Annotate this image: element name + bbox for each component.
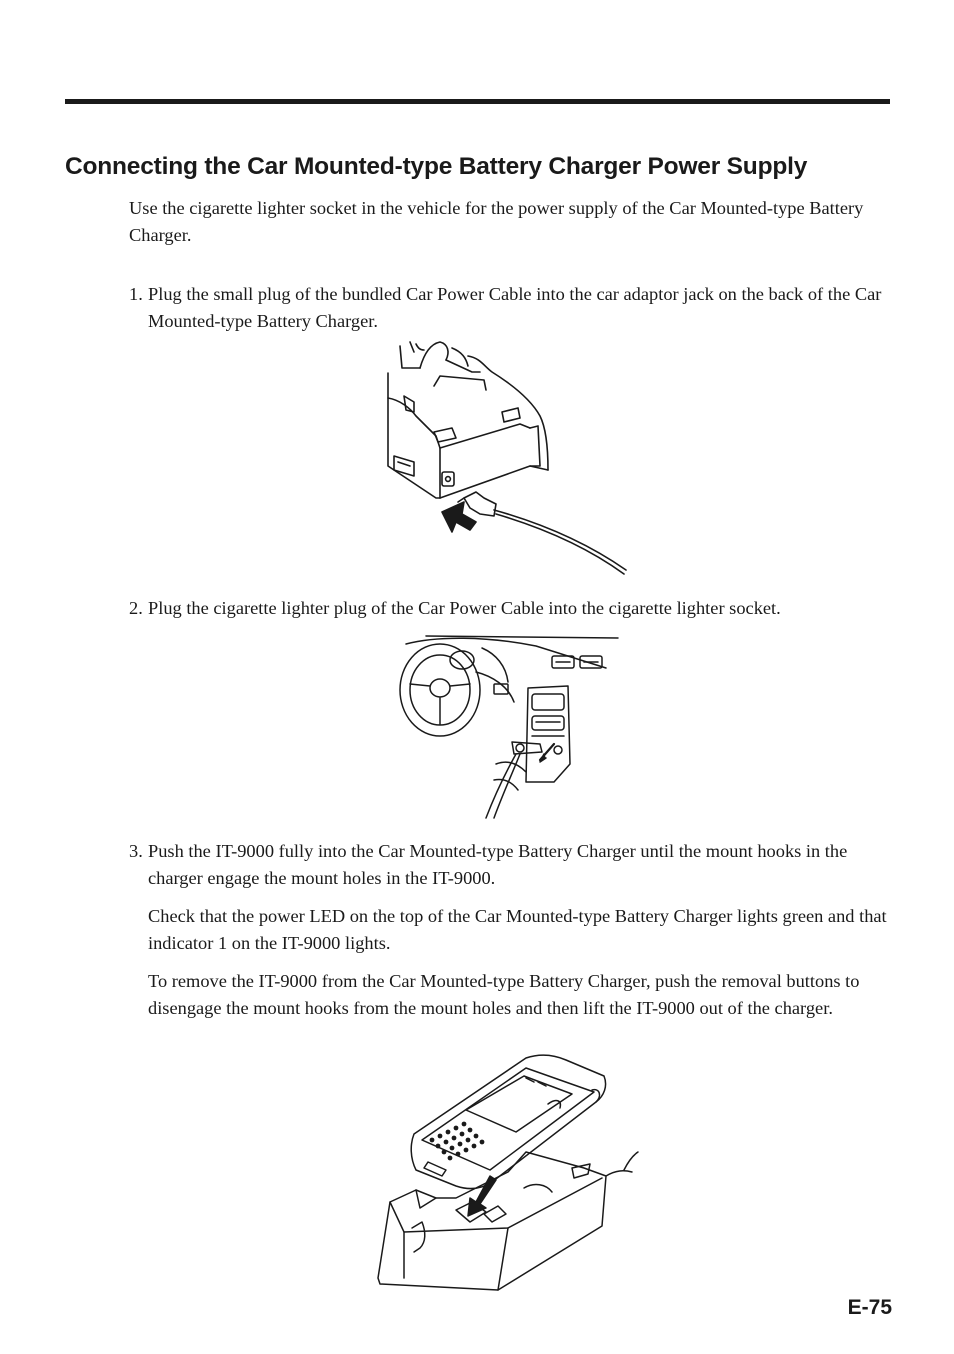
step-3 [129, 838, 891, 891]
step-3-note-led: Check that the power LED on the top of the Car Mounted-type Battery Charger lights green and that indicator 1 on the IT-9000 lights. [148, 906, 887, 953]
step-2 [129, 595, 891, 622]
step-3-number: 3. [129, 841, 143, 861]
it-9000-into-charger-illustration [376, 1052, 642, 1292]
charger-back-jack-illustration [380, 338, 635, 576]
step-1 [129, 281, 891, 334]
top-rule [65, 99, 890, 104]
step-3-text: Push the IT-9000 fully into the Car Mounted-type Battery Charger until the mount hooks in the charger engage the mount holes in the IT-9000. [148, 841, 848, 888]
step-2-text: Plug the cigarette lighter plug of the Car Power Cable into the cigarette lighter socket. [148, 598, 781, 618]
car-lighter-socket-illustration [396, 632, 622, 820]
step-3-note-remove: To remove the IT-9000 from the Car Mounted-type Battery Charger, push the removal buttons to disengage the mount hooks from the mount holes and then lift the IT-9000 out of the charger. [148, 971, 860, 1018]
intro-paragraph: Use the cigarette lighter socket in the vehicle for the power supply of the Car Mounted-type Battery Charger. [129, 198, 864, 245]
section-title: Connecting the Car Mounted-type Battery Charger Power Supply [65, 153, 808, 180]
step-1-text: Plug the small plug of the bundled Car Power Cable into the car adaptor jack on the back of the Car Mounted-type Battery Charger. [148, 284, 882, 331]
step-1-number: 1. [129, 284, 143, 304]
page-number: E-75 [847, 1296, 892, 1319]
step-2-number: 2. [129, 598, 143, 618]
